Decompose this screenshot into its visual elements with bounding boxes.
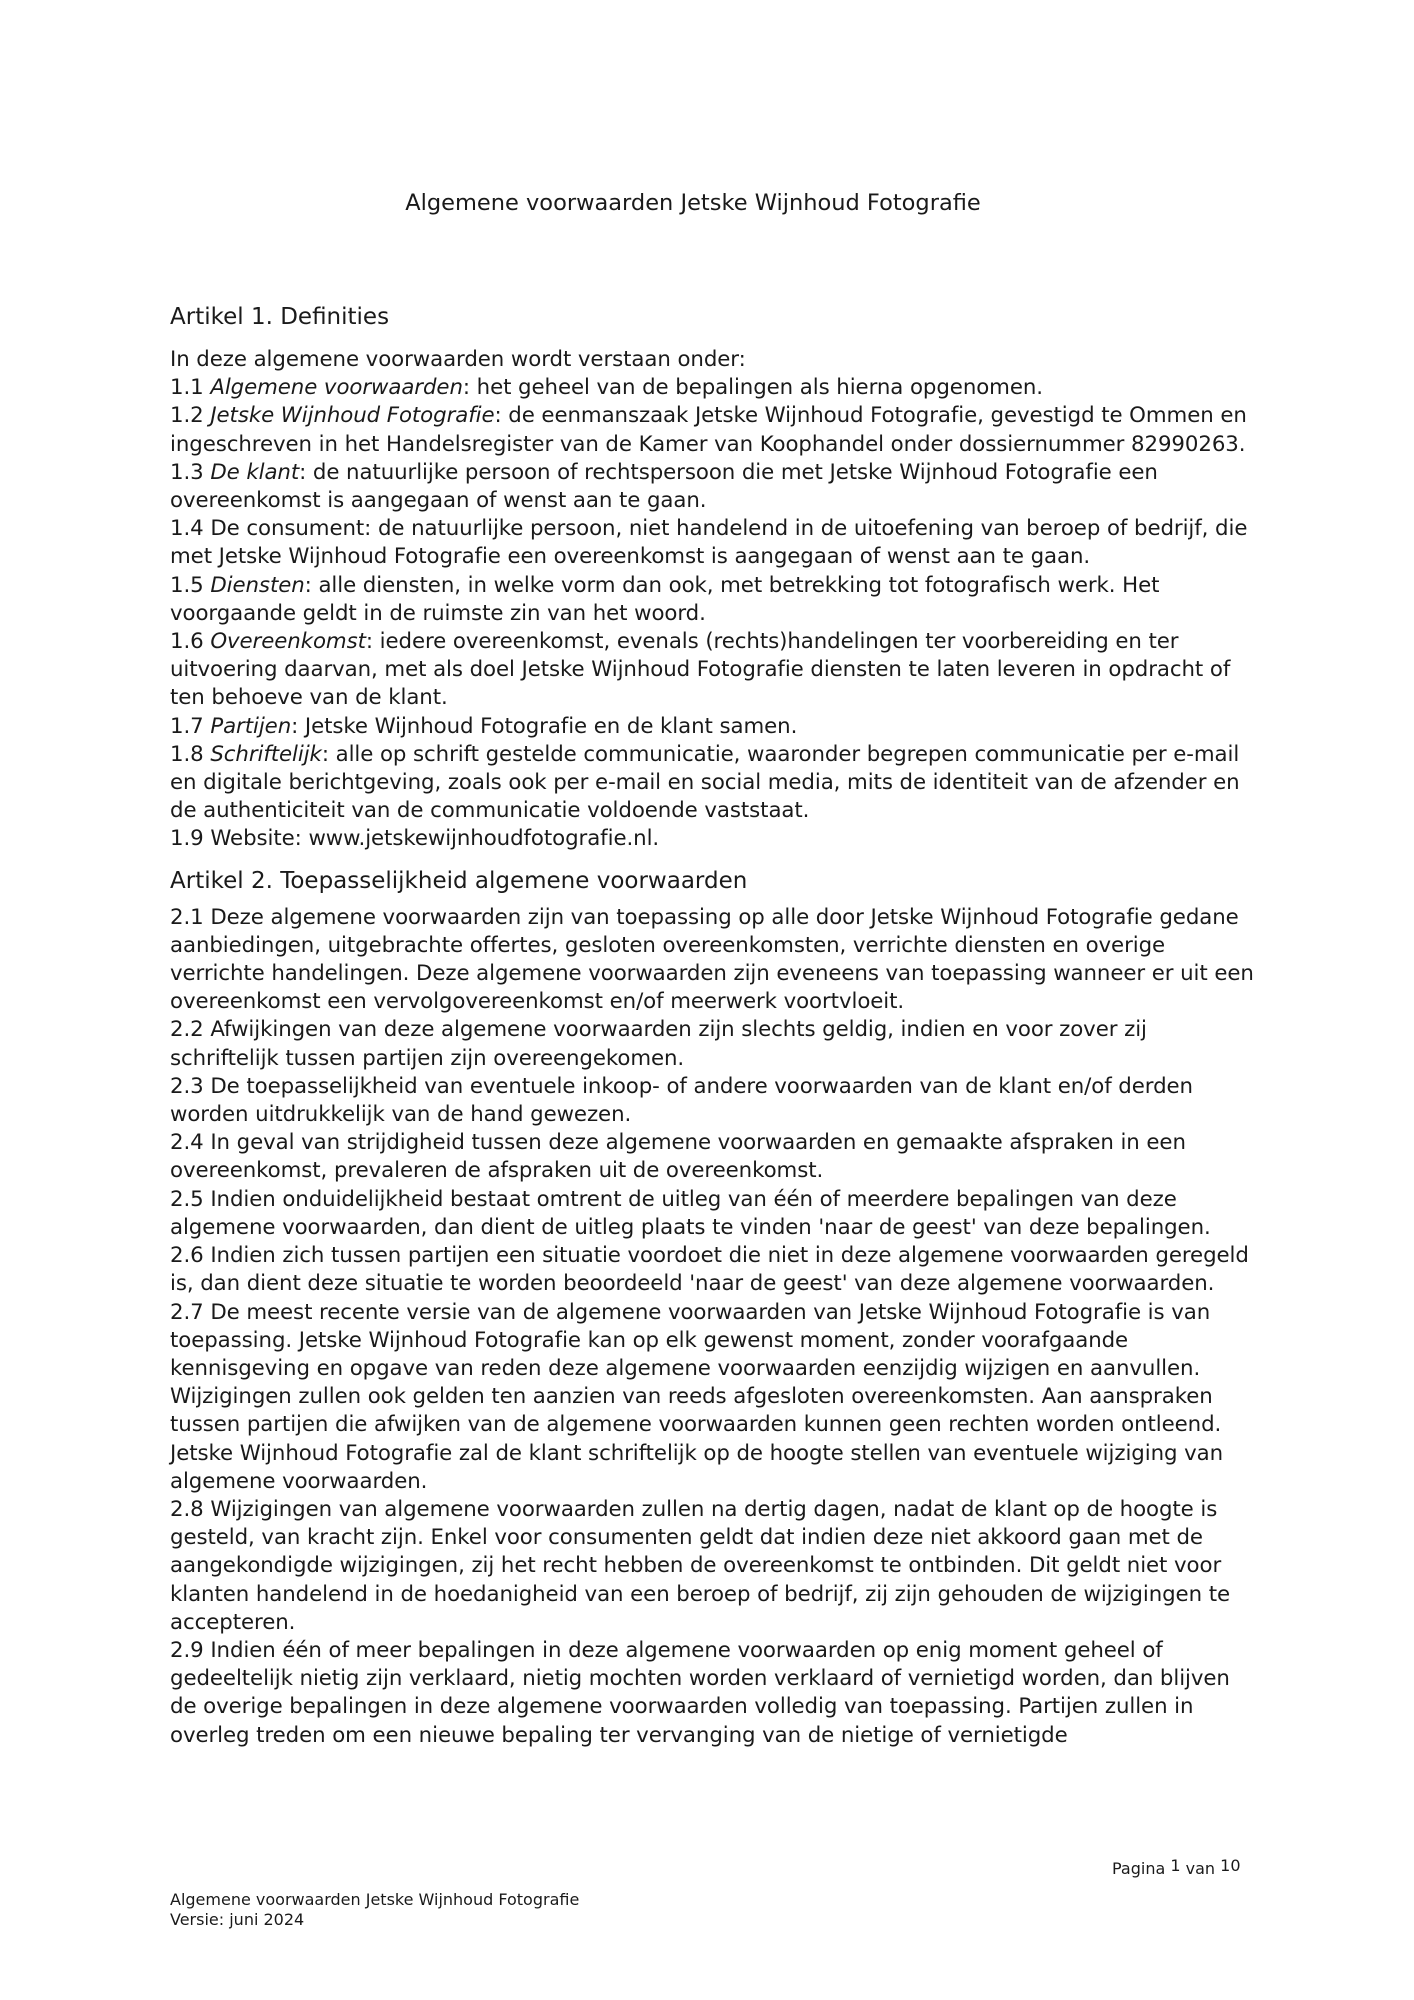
page-current: 1: [1170, 1856, 1181, 1875]
definition-term: Partijen: [210, 713, 292, 739]
definition-number: 1.2: [170, 403, 211, 429]
clause-item: 2.1 Deze algemene voorwaarden zijn van toepassing op alle door Jetske Wijnhoud Fotografie gedane aanbiedingen, uitgebrachte offertes, gesloten overeenkomsten, verrichte diensten en overige verrichte handelingen. Deze algemene voorwaarden zijn eveneens van toepassing wanneer er uit een overeenkomst een vervolgovereenkomst en/of meerwerk voortvloeit.: [170, 904, 1254, 1015]
page-of-label: van: [1185, 1859, 1216, 1878]
definition-number: 1.5: [170, 572, 211, 598]
definition-number: 1.1: [170, 375, 211, 401]
definition-term: Diensten: [210, 572, 305, 598]
definition-number: 1.8: [170, 741, 211, 767]
clause-item: 2.2 Afwijkingen van deze algemene voorwaarden zijn slechts geldig, indien en voor zover zij schriftelijk tussen partijen zijn overeengekomen.: [170, 1017, 1147, 1071]
definition-text: : alle op schrift gestelde communicatie, waaronder begrepen communicatie per e-mail en digitale berichtgeving, zoals ook per e-mail en social media, mits de identiteit van de afzender en de authenticiteit van de communicatie voldoende vaststaat.: [170, 741, 1240, 824]
definition-item: [170, 572, 1262, 628]
definition-text: : het geheel van de bepalingen als hierna opgenomen.: [462, 375, 1043, 401]
article-2-clauses: [170, 904, 1262, 1750]
definition-number: 1.6: [170, 629, 211, 655]
definition-item: [170, 402, 1262, 458]
definition-term: Schriftelijk: [210, 741, 322, 767]
footer-doc-name: Algemene voorwaarden Jetske Wijnhoud Fotografie: [170, 1890, 580, 1909]
document-body: [170, 302, 1262, 1750]
definition-term: Jetske Wijnhoud Fotografie: [210, 403, 495, 429]
article-1-definitions: [170, 374, 1262, 853]
definition-item: [170, 515, 1262, 571]
page-label: Pagina: [1112, 1859, 1166, 1878]
definition-term: Algemene voorwaarden: [210, 375, 463, 401]
definition-text: : Jetske Wijnhoud Fotografie en de klant samen.: [291, 713, 798, 739]
definition-number: 1.3: [170, 459, 211, 485]
article-1-intro: In deze algemene voorwaarden wordt verstaan onder:: [170, 347, 746, 372]
definition-term: De klant: [210, 459, 300, 485]
article-2-heading: Artikel 2. Toepasselijkheid algemene voorwaarden: [170, 867, 748, 894]
document-title: Algemene voorwaarden Jetske Wijnhoud Fotografie: [405, 190, 981, 216]
definition-term: Overeenkomst: [210, 629, 366, 655]
definition-text: Website: www.jetskewijnhoudfotografie.nl.: [210, 826, 660, 852]
definition-item: [170, 741, 1262, 826]
footer-meta: [170, 1890, 579, 1930]
clause-item: 2.9 Indien één of meer bepalingen in deze algemene voorwaarden op enig moment geheel of gedeeltelijk nietig zijn verklaard, nietig mochten worden verklaard of vernietigd worden, dan blijven de overige bepalingen in deze algemene voorwaarden volledig van toepassing. Partijen zullen in overleg treden om een nieuwe bepaling ter vervanging van de nietige of vernietigde: [170, 1637, 1230, 1748]
footer-version: Versie: juni 2024: [170, 1910, 305, 1929]
article-1-heading: Artikel 1. Definities: [170, 304, 390, 330]
clause-item: 2.8 Wijzigingen van algemene voorwaarden zullen na dertig dagen, nadat de klant op de hoogte is gesteld, van kracht zijn. Enkel voor consumenten geldt dat indien deze niet akkoord gaan met de aangekondigde wijzigingen, zij het recht hebben de overeenkomst te ontbinden. Dit geldt niet voor klanten handelend in de hoedanigheid van een beroep of bedrijf, zij zijn gehouden de wijzigingen te accepteren.: [170, 1496, 1230, 1635]
clause-item: 2.3 De toepasselijkheid van eventuele inkoop- of andere voorwaarden van de klant en/of derden worden uitdrukkelijk van de hand gewezen.: [170, 1073, 1193, 1128]
page-total: 10: [1220, 1856, 1241, 1875]
definition-item: [170, 825, 1262, 853]
definition-item: [170, 459, 1262, 515]
clause-item: 2.6 Indien zich tussen partijen een situatie voordoet die niet in deze algemene voorwaarden geregeld is, dan dient deze situatie te worden beoordeeld 'naar de geest' van deze algemene voorwaarden.: [170, 1243, 1249, 1297]
definition-text: : de eenmanszaak Jetske Wijnhoud Fotografie, gevestigd te Ommen en ingeschreven in het Handelsregister van de Kamer van Koophandel onder dossiernummer 82990263.: [170, 403, 1247, 457]
definition-number: 1.4: [170, 516, 211, 542]
definition-text: : iedere overeenkomst, evenals (rechts)handelingen ter voorbereiding en ter uitvoering daarvan, met als doel Jetske Wijnhoud Fotografie diensten te laten leveren in opdracht of ten behoeve van de klant.: [170, 629, 1231, 711]
definition-item: [170, 628, 1262, 713]
definition-text: : alle diensten, in welke vorm dan ook, met betrekking tot fotografisch werk. Het voorgaande geldt in de ruimste zin van het woord.: [170, 572, 1160, 626]
definition-item: [170, 374, 1262, 402]
clause-item: 2.4 In geval van strijdigheid tussen deze algemene voorwaarden en gemaakte afspraken in een overeenkomst, prevaleren de afspraken uit de overeenkomst.: [170, 1130, 1186, 1184]
clause-item: 2.5 Indien onduidelijkheid bestaat omtrent de uitleg van één of meerdere bepalingen van deze algemene voorwaarden, dan dient de uitleg plaats te vinden 'naar de geest' van deze bepalingen.: [170, 1186, 1211, 1240]
clause-item: 2.7 De meest recente versie van de algemene voorwaarden van Jetske Wijnhoud Fotografie is van toepassing. Jetske Wijnhoud Fotografie kan op elk gewenst moment, zonder voorafgaande kennisgeving en opgave van reden deze algemene voorwaarden eenzijdig wijzigen en aanvullen. Wijzigingen zullen ook gelden ten aanzien van reeds afgesloten overeenkomsten. Aan aanspraken tussen partijen die afwijken van de algemene voorwaarden kunnen geen rechten worden ontleend. Jetske Wijnhoud Fotografie zal de klant schriftelijk op de hoogte stellen van eventuele wijziging van algemene voorwaarden.: [170, 1299, 1224, 1494]
definition-text: De consument: de natuurlijke persoon, niet handelend in de uitoefening van beroep of bedrijf, die met Jetske Wijnhoud Fotografie een overeenkomst is aangegaan of wenst aan te gaan.: [170, 516, 1248, 570]
definition-number: 1.7: [170, 713, 211, 739]
page-number: [1112, 1856, 1241, 1879]
definition-item: [170, 713, 1262, 741]
definition-number: 1.9: [170, 826, 211, 852]
definition-text: : de natuurlijke persoon of rechtspersoon die met Jetske Wijnhoud Fotografie een overeenkomst is aangegaan of wenst aan te gaan.: [170, 459, 1158, 514]
